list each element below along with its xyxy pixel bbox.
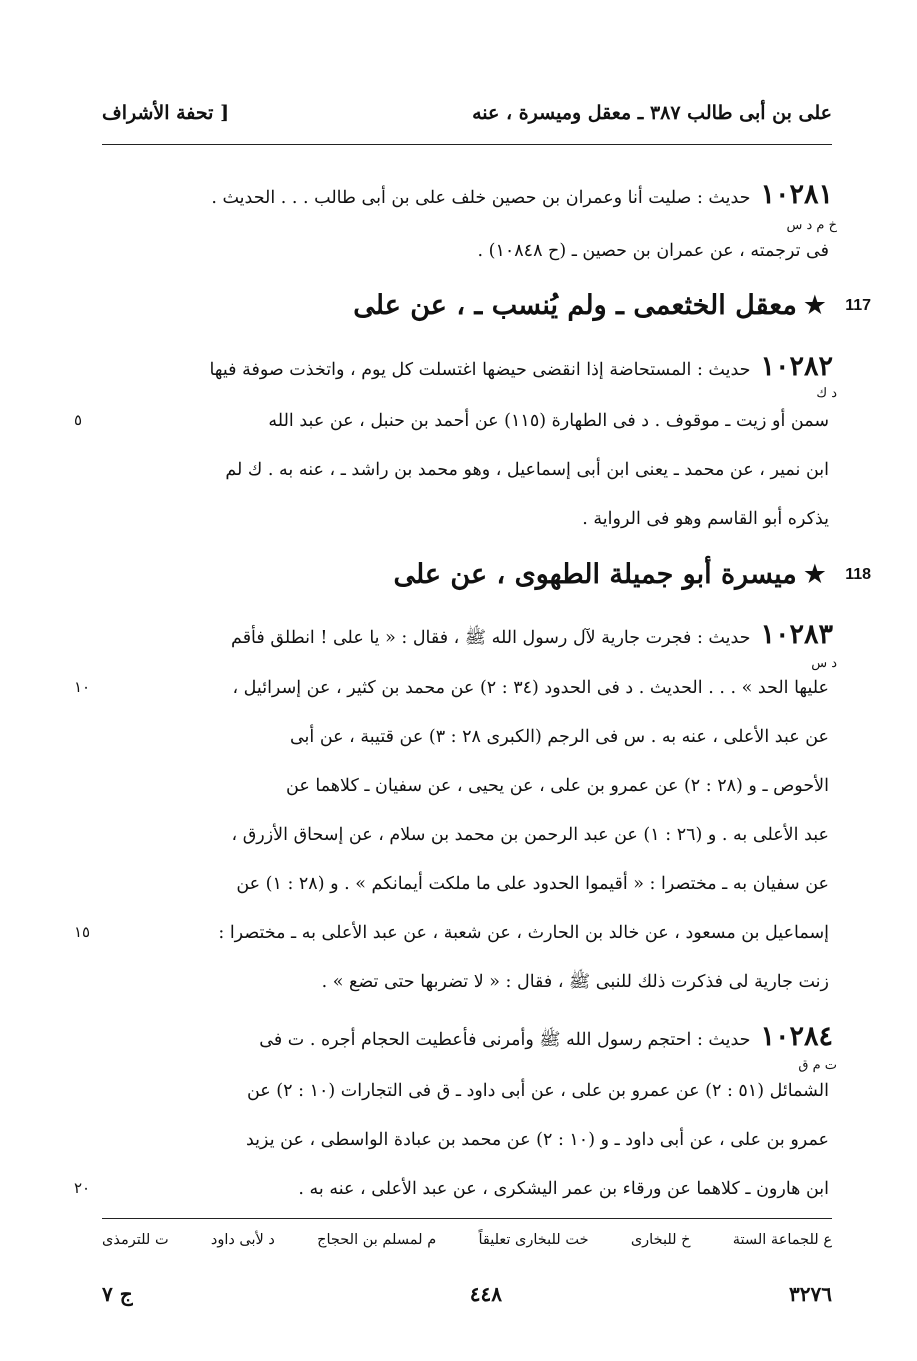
hadith-text: حديث : فجرت جارية لآل رسول الله ﷺ ، فقال : « يا على ! انطلق فأقم: [231, 628, 751, 648]
legend-item: خ للبخارى: [630, 1232, 691, 1248]
entry-10283-line-6: عن سفيان به ـ مختصرا : « أقيموا الحدود على ما ملكت أيمانكم » . و (٢٨ : ١) عن: [236, 874, 829, 894]
header-chapter-title: على بن أبى طالب ٣٨٧ ـ معقل وميسرة ، عنه: [472, 102, 832, 124]
entry-10284-line-4: ابن هارون ـ كلاهما عن ورقاء بن عمر اليشكرى ، عن عبد الأعلى ، عنه به .: [298, 1179, 829, 1199]
entry-10282-line-4: يذكره أبو القاسم وهو فى الرواية .: [582, 509, 829, 529]
entry-10282-sigla: د ك: [816, 386, 837, 401]
header-rule: [102, 144, 832, 145]
sigla-legend: [102, 1232, 832, 1248]
legend-item: ت للترمذى: [102, 1232, 169, 1248]
hadith-number: ١٠٢٨٤: [760, 1021, 833, 1052]
entry-10283-line-8: زنت جارية لى فذكرت ذلك للنبى ﷺ ، فقال : « لا تضربها حتى تضع » .: [321, 972, 829, 992]
hadith-number: ١٠٢٨٢: [760, 351, 833, 382]
entry-10284-sigla: ت م ق: [798, 1058, 837, 1073]
legend-item: م لمسلم بن الحجاج: [317, 1232, 437, 1248]
hadith-text: حديث : صليت أنا وعمران بن حصين خلف على بن أبى طالب . . . الحديث .: [211, 188, 751, 208]
legend-item: ع للجماعة الستة: [732, 1232, 832, 1248]
hadith-number: ١٠٢٨٣: [760, 619, 833, 650]
entry-10283-line-5: عبد الأعلى به . و (٢٦ : ١) عن عبد الرحمن بن محمد بن سلام ، عن إسحاق الأزرق ،: [231, 825, 829, 845]
section-number: 117: [845, 297, 871, 314]
entry-10284-line-1: [105, 1022, 833, 1052]
page-number: ٤٤٨: [469, 1282, 502, 1306]
page-footer: [102, 1282, 832, 1312]
entry-10281-sigla: خ م د س: [786, 218, 837, 233]
entry-10282-line-3: ابن نمير ، عن محمد ـ يعنى ابن أبى إسماعيل ، وهو محمد بن راشد ـ ، عنه به . ك لم: [225, 460, 829, 480]
entry-10283-line-3: عن عبد الأعلى ، عنه به . س فى الرجم (الكبرى ٢٨ : ٣) عن قتيبة ، عن أبى: [289, 727, 829, 747]
header-book-title: [ تحفة الأشراف: [102, 102, 230, 124]
hadith-text: حديث : المستحاضة إذا انقضى حيضها اغتسلت كل يوم ، واتخذت صوفة فيها: [209, 360, 751, 380]
entry-10283-line-2: عليها الحد » . . . الحديث . د فى الحدود (٣٤ : ٢) عن محمد بن كثير ، عن إسرائيل ،: [232, 678, 829, 698]
entry-10283-sigla: د س: [811, 656, 837, 671]
entry-10284-line-2: الشمائل (٥١ : ٢) عن عمرو بن على ، عن أبى داود ـ ق فى التجارات (١٠ : ٢) عن: [246, 1081, 829, 1101]
hadith-text: حديث : احتجم رسول الله ﷺ وأمرنى فأعطيت الحجام أجره . ت فى: [259, 1030, 751, 1050]
entry-10282-line-2: سمن أو زيت ـ موقوف . د فى الطهارة (١١٥) عن أحمد بن حنبل ، عن عبد الله: [268, 411, 829, 431]
star-icon: ★: [802, 559, 827, 590]
legend-item: خت للبخارى تعليقاً: [478, 1232, 589, 1248]
running-header: [102, 98, 832, 138]
margin-line-number: ٥: [74, 412, 83, 429]
entry-10284-line-3: عمرو بن على ، عن أبى داود ـ و (١٠ : ٢) عن محمد بن عبادة الواسطى ، عن يزيد: [245, 1130, 829, 1150]
entry-10283-line-7: إسماعيل بن مسعود ، عن خالد بن الحارث ، عن شعبة ، عن عبد الأعلى به ـ مختصرا :: [218, 923, 829, 943]
section-title: معقل الخثعمى ـ ولم يُنسب ـ ، عن على: [353, 290, 797, 321]
entry-10281-line-1: [105, 180, 833, 210]
section-title: ميسرة أبو جميلة الطهوى ، عن على: [393, 559, 797, 590]
section-heading-118: [105, 555, 833, 595]
entry-10282-line-1: [105, 352, 833, 382]
star-icon: ★: [802, 290, 827, 321]
entry-range-number: ٣٢٧٦: [789, 1282, 832, 1306]
footer-rule: [102, 1218, 832, 1219]
entry-10283-line-1: [105, 620, 833, 650]
entry-10281-line-2: فى ترجمته ، عن عمران بن حصين ـ (ح ١٠٨٤٨) .: [477, 241, 829, 261]
margin-line-number: ١٠: [74, 679, 91, 696]
hadith-number: ١٠٢٨١: [760, 179, 833, 210]
section-heading-117: [105, 286, 833, 326]
volume-number: ج ٧: [102, 1282, 133, 1306]
margin-line-number: ١٥: [74, 924, 91, 941]
section-number: 118: [845, 566, 871, 583]
entry-10283-line-4: الأحوص ـ و (٢٨ : ٢) عن عمرو بن على ، عن يحيى ، عن سفيان ـ كلاهما عن: [286, 776, 829, 796]
legend-item: د لأبى داود: [210, 1232, 275, 1248]
margin-line-number: ٢٠: [74, 1180, 91, 1197]
